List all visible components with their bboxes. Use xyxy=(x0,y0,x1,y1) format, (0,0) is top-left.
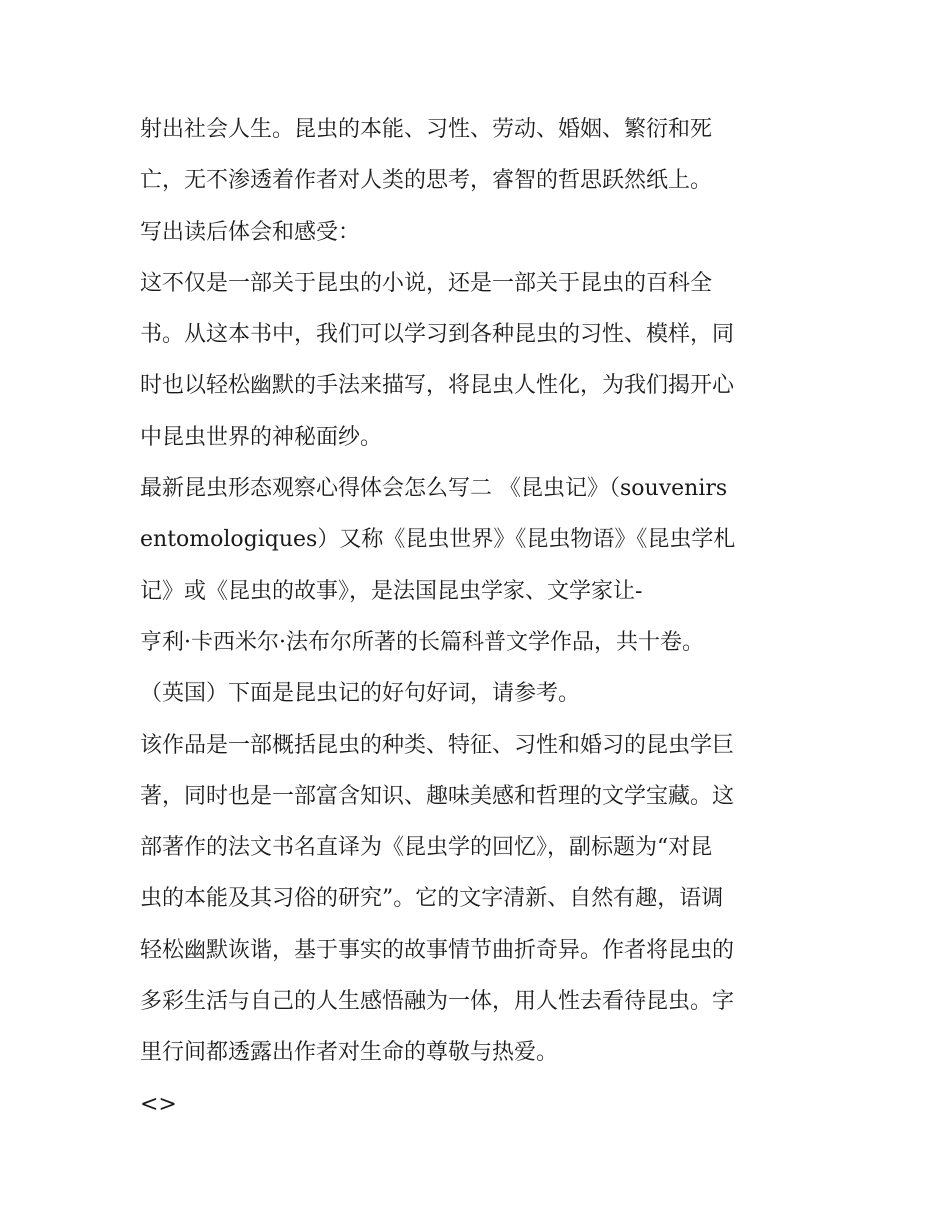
text-line: 记》或《昆虫的故事》，是法国昆虫学家、文学家让- xyxy=(140,578,643,604)
text-line: 时也以轻松幽默的手法来描写，将昆虫人性化，为我们揭开心 xyxy=(140,373,735,399)
document-body xyxy=(140,104,820,1130)
text-line: 写出读后体会和感受： xyxy=(140,219,361,245)
text-line: 该作品是一部概括昆虫的种类、特征、习性和婚习的昆虫学巨 xyxy=(140,732,735,758)
text-line: 亡，无不渗透着作者对人类的思考，睿智的哲思跃然纸上。 xyxy=(140,168,713,194)
text-line: 轻松幽默诙谐，基于事实的故事情节曲折奇异。作者将昆虫的 xyxy=(140,937,735,963)
text-line: 射出社会人生。昆虫的本能、习性、劳动、婚姻、繁衍和死 xyxy=(140,117,713,142)
text-line: 书。从这本书中，我们可以学习到各种昆虫的习性、模样，同 xyxy=(140,322,735,348)
text-line: 著，同时也是一部富含知识、趣味美感和哲理的文学宝藏。这 xyxy=(140,783,735,809)
text-line: 虫的本能及其习俗的研究”。它的文字清新、自然有趣，语调 xyxy=(140,886,724,912)
text-line: 最新昆虫形态观察心得体会怎么写二 《昆虫记》（souvenirs xyxy=(140,476,728,502)
text-line: entomologiques）又称《昆虫世界》《昆虫物语》《昆虫学札 xyxy=(140,527,736,553)
text-line: 部著作的法文书名直译为《昆虫学的回忆》，副标题为“对昆 xyxy=(140,835,713,861)
text-line: <> xyxy=(140,1091,177,1117)
text-line: 里行间都透露出作者对生命的尊敬与热爱。 xyxy=(140,1040,559,1066)
text-line: （英国）下面是昆虫记的好句好词，请参考。 xyxy=(140,681,581,707)
text-line: 这不仅是一部关于昆虫的小说，还是一部关于昆虫的百科全 xyxy=(140,270,713,296)
text-line: 中昆虫世界的神秘面纱。 xyxy=(140,424,383,450)
text-line: 亨利·卡西米尔·法布尔所著的长篇科普文学作品，共十卷。 xyxy=(140,629,704,655)
text-line: 多彩生活与自己的人生感悟融为一体，用人性去看待昆虫。字 xyxy=(140,989,735,1015)
